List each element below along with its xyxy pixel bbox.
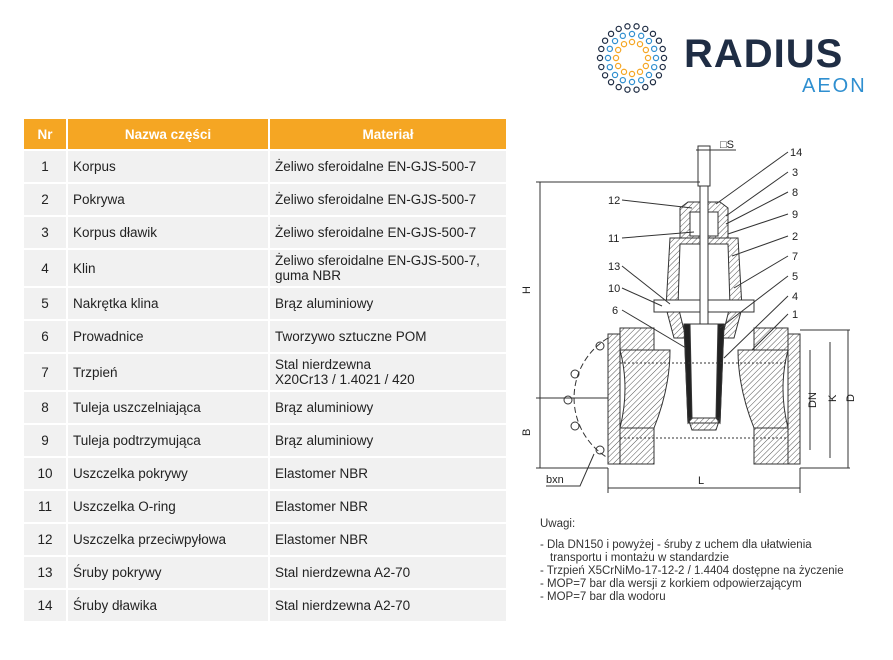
table-row <box>24 557 506 588</box>
note-item: - Trzpień X5CrNiMo-17-12-2 / 1.4404 dostępne na życzenie <box>540 565 844 577</box>
material-line: Żeliwo sferoidalne EN-GJS-500-7, <box>275 253 480 268</box>
callout-9: 9 <box>792 209 799 221</box>
cell-material <box>268 590 506 621</box>
table-row <box>24 392 506 423</box>
cell-nr: 9 <box>24 425 66 456</box>
cell-nr: 2 <box>24 184 66 215</box>
header-nr: Nr <box>24 119 66 149</box>
dim-s-label: □S <box>720 139 734 151</box>
table-row <box>24 250 506 286</box>
cell-material <box>268 151 506 182</box>
valve-drawing <box>520 138 870 498</box>
cell-name: Tuleja uszczelniająca <box>66 392 268 423</box>
cell-name: Śruby dławika <box>66 590 268 621</box>
header-material: Materiał <box>268 119 506 149</box>
material-line: Żeliwo sferoidalne EN-GJS-500-7 <box>275 159 477 174</box>
cell-material <box>268 557 506 588</box>
brand-logo <box>596 22 876 97</box>
parts-table <box>24 117 506 623</box>
dim-k-label: K <box>827 394 839 402</box>
notes-title: Uwagi: <box>540 518 576 530</box>
cell-name: Uszczelka O-ring <box>66 491 268 522</box>
table-row <box>24 288 506 319</box>
table-row <box>24 458 506 489</box>
material-line: Elastomer NBR <box>275 532 369 547</box>
cell-nr: 14 <box>24 590 66 621</box>
material-line: Stal nierdzewna A2-70 <box>275 565 411 580</box>
table-row <box>24 321 506 352</box>
dim-h-label: H <box>521 286 533 294</box>
material-line: Żeliwo sferoidalne EN-GJS-500-7 <box>275 192 477 207</box>
material-line: Brąz aluminiowy <box>275 400 374 415</box>
material-line: guma NBR <box>275 268 342 283</box>
cell-nr: 7 <box>24 354 66 390</box>
cell-material <box>268 392 506 423</box>
dim-dn-label: DN <box>807 392 819 408</box>
brand-name: RADIUS <box>684 32 844 76</box>
table-row <box>24 217 506 248</box>
cell-name: Korpus <box>66 151 268 182</box>
dim-bxn-label: bxn <box>546 474 564 486</box>
callout-6: 6 <box>612 305 619 317</box>
material-line: X20Cr13 / 1.4021 / 420 <box>275 372 415 387</box>
table-row <box>24 354 506 390</box>
callout-7: 7 <box>792 251 799 263</box>
callout-13: 13 <box>608 261 621 273</box>
cell-material <box>268 524 506 555</box>
cell-name: Pokrywa <box>66 184 268 215</box>
cell-material <box>268 250 506 286</box>
material-line: Brąz aluminiowy <box>275 296 374 311</box>
table-row <box>24 184 506 215</box>
note-item: - Dla DN150 i powyżej - śruby z uchem dla ułatwienia transportu i montażu w standardzie <box>540 539 812 564</box>
callout-11: 11 <box>608 233 620 245</box>
callout-14: 14 <box>790 147 803 159</box>
callout-4: 4 <box>792 291 799 303</box>
table-row <box>24 151 506 182</box>
table-row <box>24 524 506 555</box>
cell-material <box>268 491 506 522</box>
cell-material <box>268 184 506 215</box>
dim-d-label: D <box>845 394 857 402</box>
cell-name: Prowadnice <box>66 321 268 352</box>
cell-nr: 3 <box>24 217 66 248</box>
cell-nr: 1 <box>24 151 66 182</box>
material-line: Stal nierdzewna A2-70 <box>275 598 411 613</box>
callout-10: 10 <box>608 283 621 295</box>
cell-name: Korpus dławik <box>66 217 268 248</box>
table-row <box>24 590 506 621</box>
material-line: Elastomer NBR <box>275 466 369 481</box>
note-item: - MOP=7 bar dla wodoru <box>540 591 666 603</box>
cell-nr: 6 <box>24 321 66 352</box>
cell-nr: 10 <box>24 458 66 489</box>
header-name: Nazwa części <box>66 119 268 149</box>
cell-nr: 8 <box>24 392 66 423</box>
cell-material <box>268 425 506 456</box>
cell-nr: 11 <box>24 491 66 522</box>
cell-name: Uszczelka pokrywy <box>66 458 268 489</box>
cell-name: Klin <box>66 250 268 286</box>
callout-3: 3 <box>792 167 799 179</box>
material-line: Brąz aluminiowy <box>275 433 374 448</box>
callout-5: 5 <box>792 271 799 283</box>
material-line: Elastomer NBR <box>275 499 369 514</box>
cell-nr: 12 <box>24 524 66 555</box>
callout-8: 8 <box>792 187 799 199</box>
cell-nr: 4 <box>24 250 66 286</box>
cell-name: Tuleja podtrzymująca <box>66 425 268 456</box>
cell-nr: 13 <box>24 557 66 588</box>
notes-list <box>540 539 860 604</box>
material-line: Tworzywo sztuczne POM <box>275 329 427 344</box>
dim-b-label: B <box>521 428 533 436</box>
logo-mark-icon <box>596 22 668 94</box>
cell-name: Nakrętka klina <box>66 288 268 319</box>
cell-nr: 5 <box>24 288 66 319</box>
notes-section <box>540 518 860 604</box>
material-line: Żeliwo sferoidalne EN-GJS-500-7 <box>275 225 477 240</box>
callout-12: 12 <box>608 195 621 207</box>
cell-material <box>268 288 506 319</box>
cell-material <box>268 217 506 248</box>
cell-name: Śruby pokrywy <box>66 557 268 588</box>
table-header-row <box>24 119 506 149</box>
cell-material <box>268 458 506 489</box>
cell-material <box>268 321 506 352</box>
table-row <box>24 491 506 522</box>
callout-1: 1 <box>792 309 799 321</box>
note-item: - MOP=7 bar dla wersji z korkiem odpowierzającym <box>540 578 802 590</box>
callout-2: 2 <box>792 231 799 243</box>
brand-sub: AEON <box>802 75 867 97</box>
cell-material <box>268 354 506 390</box>
cell-name: Uszczelka przeciwpyłowa <box>66 524 268 555</box>
material-line: Stal nierdzewna <box>275 357 372 372</box>
cell-name: Trzpień <box>66 354 268 390</box>
dim-l-label: L <box>698 475 705 487</box>
table-row <box>24 425 506 456</box>
